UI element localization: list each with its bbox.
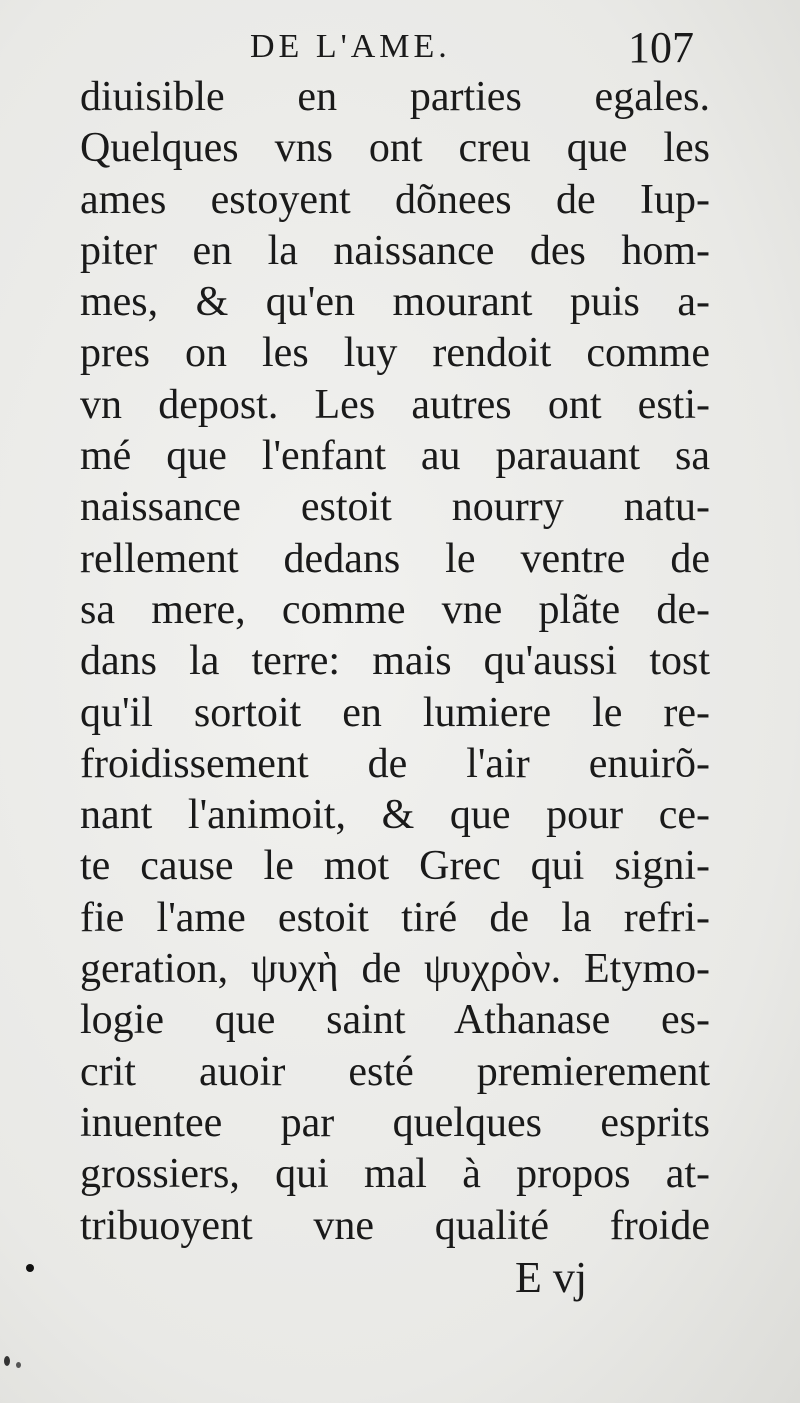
- text-line: ames estoyent dõnees de Iup-: [80, 176, 710, 223]
- text-line: pres on les luy rendoit comme: [80, 330, 710, 377]
- text-line: dans la terre: mais qu'aussi tost: [80, 638, 710, 685]
- text-line: diuisible en parties egales.: [80, 74, 710, 120]
- text-line: crit auoir esté premierement: [80, 1048, 710, 1095]
- text-line: qu'il sortoit en lumiere le re-: [80, 689, 710, 736]
- text-line: grossiers, qui mal à propos at-: [80, 1151, 710, 1198]
- running-head: DE L'AME.: [250, 28, 451, 65]
- text-line: geration, ψυχὴ de ψυχρὸν. Etymo-: [80, 946, 710, 993]
- text-line: froidissement de l'air enuirõ-: [80, 740, 710, 787]
- text-line: mes, & qu'en mourant puis a-: [80, 279, 710, 326]
- text-line: te cause le mot Grec qui signi-: [80, 843, 710, 890]
- text-line: Quelques vns ont creu que les: [80, 125, 710, 172]
- ink-speck: [26, 1264, 34, 1272]
- text-line: vn depost. Les autres ont esti-: [80, 381, 710, 428]
- text-line: fie l'ame estoit tiré de la refri-: [80, 894, 710, 941]
- signature-mark: E vj: [515, 1253, 588, 1302]
- text-line: naissance estoit nourry natu-: [80, 484, 710, 531]
- page-number: 107: [628, 23, 694, 72]
- text-line: piter en la naissance des hom-: [80, 227, 710, 274]
- text-line: tribuoyent vne qualité froide: [80, 1202, 710, 1249]
- text-line: mé que l'enfant au parauant sa: [80, 433, 710, 480]
- ink-speck: [16, 1362, 21, 1368]
- ink-speck: [4, 1356, 10, 1366]
- text-line: nant l'animoit, & que pour ce-: [80, 792, 710, 839]
- text-line: sa mere, comme vne plãte de-: [80, 586, 710, 633]
- text-line: logie que saint Athanase es-: [80, 997, 710, 1044]
- text-line: inuentee par quelques esprits: [80, 1099, 710, 1146]
- text-line: rellement dedans le ventre de: [80, 535, 710, 582]
- body-text: [80, 72, 710, 1252]
